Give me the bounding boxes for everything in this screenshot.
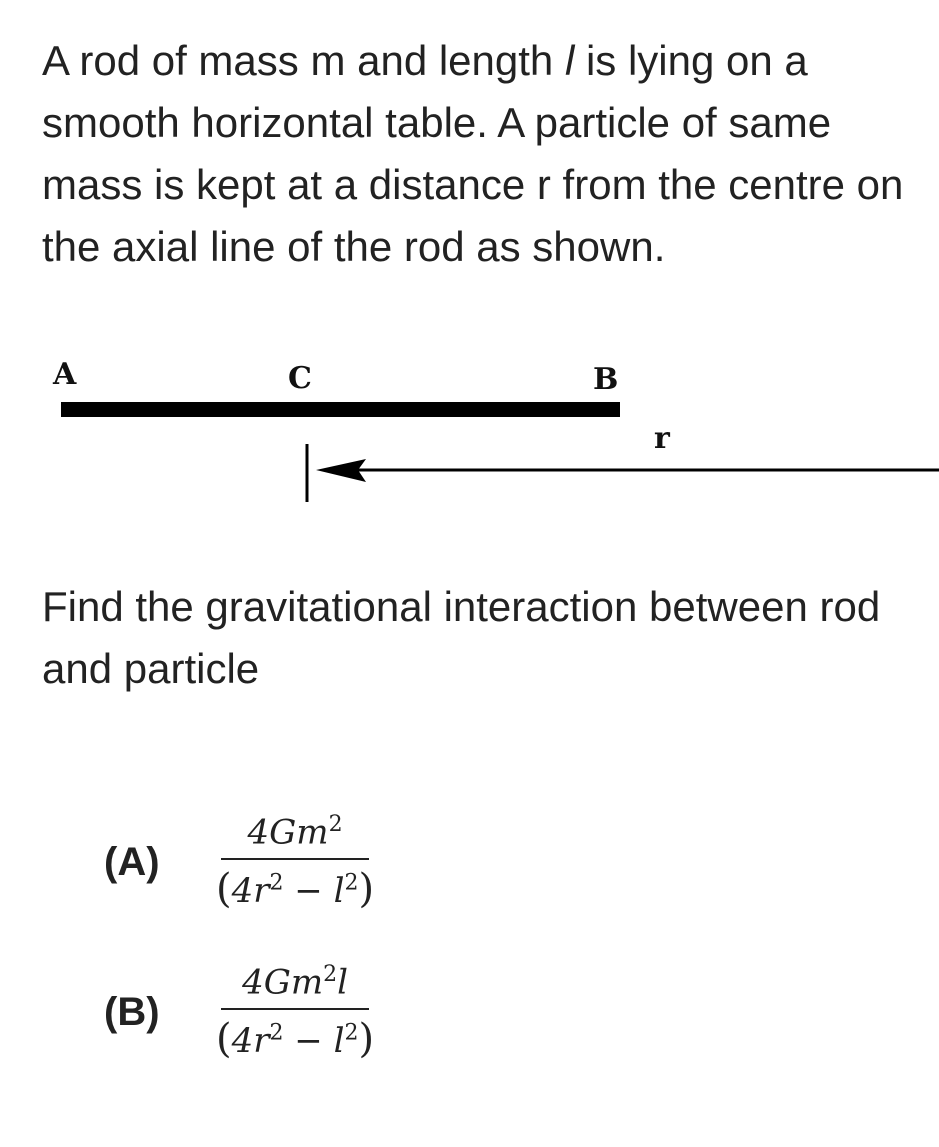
option-a-den-b-exp: 2 [344,871,359,896]
question-text [42,30,922,278]
length-variable: l [564,37,575,84]
option-a-numerator [221,812,369,860]
option-a-denominator [216,860,374,912]
option-b-den-b-exp: 2 [344,1021,359,1046]
option-a-label: (A) [104,839,160,884]
option-a-den-a: 4r [231,871,270,912]
option-b-num-exp: 2 [323,962,338,987]
option-b-denominator [216,1010,374,1062]
option-a-num-exp: 2 [328,812,343,837]
option-a-open-paren: ( [216,866,232,913]
option-a-den-a-exp: 2 [269,871,284,896]
option-b-close-paren: ) [358,1016,375,1063]
question-part-1: A rod of mass m and length [42,37,565,84]
option-b-den-b: l [333,1021,345,1062]
option-b-open-paren: ( [216,1016,232,1063]
option-b-label: (B) [104,989,160,1034]
option-b-num-tail: l [337,962,348,1003]
option-a[interactable] [104,812,374,912]
option-a-fraction [216,812,374,912]
rod [61,402,620,417]
question-part-2: is lying on a smooth horizontal table. A particle of same mass is kept at a distance r from the centre on the axial line of the rod as shown. [42,37,904,270]
option-b-den-minus: − [283,1021,334,1062]
option-a-den-b: l [333,871,345,912]
label-a: A [53,357,77,392]
option-b[interactable] [104,962,374,1062]
label-b: B [593,362,619,397]
option-b-numerator [221,962,369,1010]
option-b-den-a-exp: 2 [269,1021,284,1046]
option-a-close-paren: ) [358,866,375,913]
option-b-num-coef: 4Gm [242,962,324,1003]
label-c: C [288,361,312,396]
find-text: Find the gravitational interaction between rod and particle [42,583,881,692]
option-a-den-minus: − [283,871,334,912]
option-b-fraction [216,962,374,1062]
option-a-num-coef: 4Gm [247,812,329,853]
option-b-den-a: 4r [231,1021,270,1062]
label-r: r [654,421,670,456]
rod-diagram [0,340,939,520]
